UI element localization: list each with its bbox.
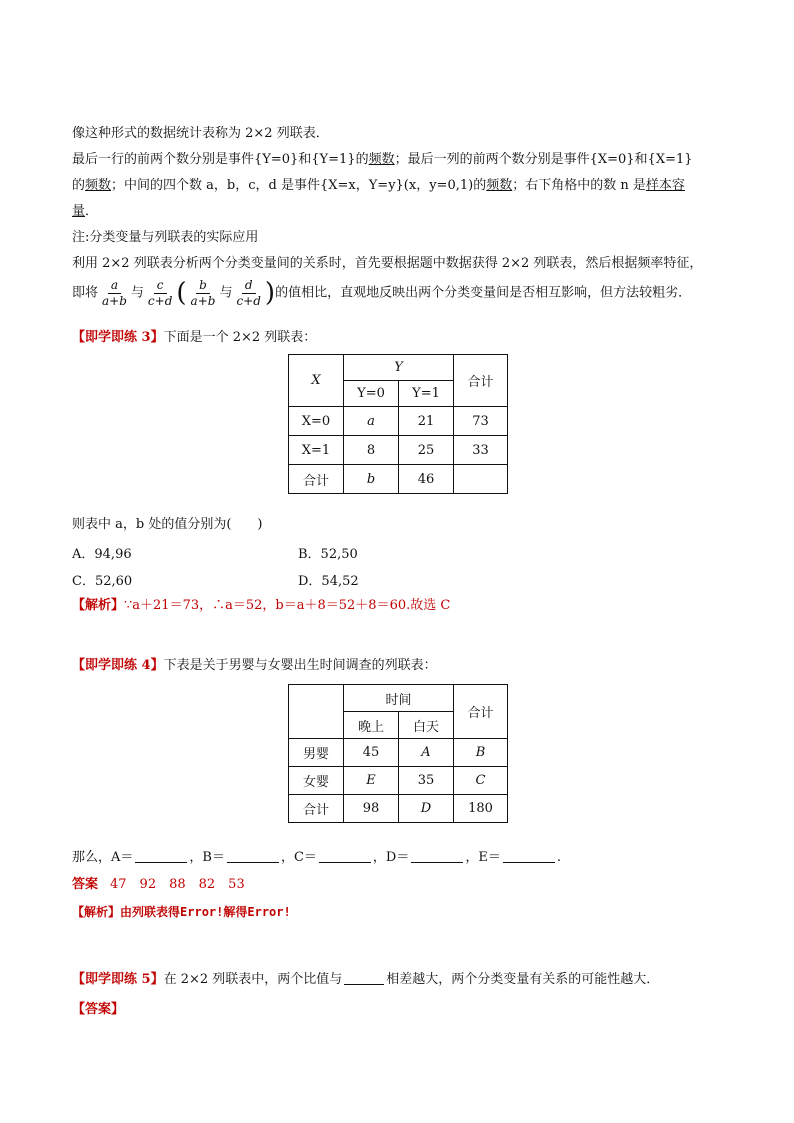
question-label-a: 那么，A＝ xyxy=(72,850,134,865)
exercise-3-analysis-tag: 【解析】 xyxy=(72,598,125,613)
fraction-numerator: b xyxy=(196,278,210,294)
left-paren: ( xyxy=(176,278,187,308)
table-cell: 21 xyxy=(399,407,454,436)
fraction-denominator: c+d xyxy=(147,293,173,308)
exercise-5-text-a: 在 2×2 列联表中，两个比值与 xyxy=(163,972,343,987)
table-cell: b xyxy=(344,465,399,494)
right-paren: ) xyxy=(264,278,276,308)
table-cell xyxy=(454,465,508,494)
table-group-header: Y xyxy=(344,355,454,381)
question-end: . xyxy=(556,850,561,865)
exercise-3-tag: 【即学即练 3】 xyxy=(72,330,164,345)
question-label-b: ，B＝ xyxy=(189,850,225,865)
answer-blank-d[interactable] xyxy=(411,848,463,863)
table-corner-cell xyxy=(289,685,344,739)
exercise-4-answer-values: 47 92 88 82 53 xyxy=(110,877,245,892)
intro-term-sample-size: 样本容 xyxy=(645,178,685,193)
table-cell: E xyxy=(344,767,399,795)
table-row-label: 合计 xyxy=(289,465,344,494)
intro-term-frequency-2: 频数 xyxy=(85,178,112,193)
exercise-5-answer-blank[interactable] xyxy=(344,970,384,985)
intro-term-frequency: 频数 xyxy=(368,152,395,167)
exercise-4-contingency-table xyxy=(288,684,508,823)
table-row-label: 男婴 xyxy=(289,739,344,767)
fraction-b-over-a-plus-b xyxy=(188,278,219,309)
table-total-header: 合计 xyxy=(454,355,508,407)
table-group-header: 时间 xyxy=(344,685,454,712)
table-cell: 33 xyxy=(454,436,508,465)
fraction-denominator: a+b xyxy=(102,293,127,308)
intro-line-3 xyxy=(72,176,685,196)
table-row-label: X=1 xyxy=(289,436,344,465)
intro-line-3-text-a: 的 xyxy=(72,178,86,193)
question-label-c: ，C＝ xyxy=(280,850,317,865)
table-cell: 46 xyxy=(399,465,454,494)
intro-line-7-and-2: 与 xyxy=(219,285,233,301)
exercise-4-analysis-text: 由列联表得Error!解得Error! xyxy=(120,905,291,919)
exercise-3-option-a[interactable]: A．94,96 xyxy=(72,547,132,562)
answer-blank-e[interactable] xyxy=(503,848,555,863)
exercise-3-analysis-text: ∵a＋21＝73，∴a＝52，b＝a＋8＝52＋8＝60.故选 C xyxy=(124,598,451,613)
table-row-label: X=0 xyxy=(289,407,344,436)
intro-line-3-text-b: ；中间的四个数 a，b，c，d 是事件{X=x，Y=y}(x，y=0,1)的 xyxy=(111,178,487,193)
exercise-4-analysis-tag: 【解析】 xyxy=(72,905,121,919)
fraction-a-over-a-plus-b xyxy=(99,278,130,309)
exercise-3-option-d[interactable]: D．54,52 xyxy=(298,574,359,589)
fraction-d-over-c-plus-d xyxy=(233,278,263,309)
exercise-5-heading xyxy=(72,970,659,990)
exercise-3-option-c[interactable]: C．52,60 xyxy=(72,574,133,589)
table-col-header-y1: Y=1 xyxy=(399,381,454,407)
table-cell: 35 xyxy=(399,767,454,795)
exercise-5-tag: 【即学即练 5】 xyxy=(72,972,164,987)
intro-term-sample-size-end: 量 xyxy=(72,204,86,219)
intro-line-3-text-c: ；右下角格中的数 n 是 xyxy=(512,178,646,193)
intro-line-4 xyxy=(72,202,98,222)
table-cell: C xyxy=(454,767,508,795)
answer-blank-c[interactable] xyxy=(319,848,371,863)
exercise-3-contingency-table xyxy=(288,354,508,494)
intro-line-2-text-b: ；最后一列的前两个数分别是事件{X=0}和{X=1} xyxy=(394,152,693,167)
exercise-3-text: 下面是一个 2×2 列联表： xyxy=(163,330,317,345)
intro-line-7-text-a: 即将 xyxy=(72,285,99,301)
exercise-3-heading xyxy=(72,328,316,348)
fraction-numerator: d xyxy=(242,278,256,294)
table-cell: B xyxy=(454,739,508,767)
exercise-4-heading xyxy=(72,656,437,676)
fraction-denominator: a+b xyxy=(190,293,216,308)
answer-blank-a[interactable] xyxy=(135,848,187,863)
intro-line-6: 利用 2×2 列联表分析两个分类变量间的关系时，首先要根据题中数据获得 2×2 列联表，然后根据频率特征， xyxy=(72,256,703,271)
intro-line-2-text-a: 最后一行的前两个数分别是事件{Y=0}和{Y=1}的 xyxy=(72,152,369,167)
intro-line-1: 像这种形式的数据统计表称为 2×2 列联表． xyxy=(72,126,329,141)
exercise-4-question xyxy=(72,848,561,868)
intro-line-7-text-b: 的值相比，直观地反映出两个分类变量间是否相互影响，但方法较粗劣． xyxy=(275,285,692,301)
exercise-4-text: 下表是关于男婴与女婴出生时间调查的列联表： xyxy=(163,658,437,673)
fraction-c-over-c-plus-d xyxy=(145,278,175,309)
exercise-4-answer-label: 答案 xyxy=(72,877,99,892)
intro-line-2 xyxy=(72,150,693,170)
intro-note: 注:分类变量与列联表的实际应用 xyxy=(72,230,259,245)
intro-line-7 xyxy=(72,276,691,311)
table-row-label: 合计 xyxy=(289,795,344,823)
exercise-3-question: 则表中 a，b 处的值分别为( ) xyxy=(72,517,263,532)
question-label-d: ，D＝ xyxy=(372,850,410,865)
table-col-header-day: 白天 xyxy=(399,712,454,739)
table-cell: 25 xyxy=(399,436,454,465)
exercise-4-analysis xyxy=(72,902,291,922)
table-corner-cell: X xyxy=(289,355,344,407)
table-cell: A xyxy=(399,739,454,767)
table-cell: 180 xyxy=(454,795,508,823)
intro-line-4-period: ． xyxy=(85,204,99,219)
exercise-3-option-b[interactable]: B．52,50 xyxy=(298,547,358,562)
table-col-header-y0: Y=0 xyxy=(344,381,399,407)
table-cell: a xyxy=(344,407,399,436)
exercise-5-answer-tag: 【答案】 xyxy=(72,1002,125,1017)
exercise-4-tag: 【即学即练 4】 xyxy=(72,658,164,673)
fraction-numerator: a xyxy=(108,278,121,294)
fraction-numerator: c xyxy=(154,278,167,294)
table-col-header-night: 晚上 xyxy=(344,712,399,739)
question-label-e: ，E＝ xyxy=(465,850,501,865)
exercise-3-analysis xyxy=(72,596,450,616)
intro-term-frequency-3: 频数 xyxy=(486,178,513,193)
exercise-5-text-b: 相差越大，两个分类变量有关系的可能性越大． xyxy=(386,972,660,987)
table-cell: D xyxy=(399,795,454,823)
table-cell: 98 xyxy=(344,795,399,823)
intro-line-7-and-1: 与 xyxy=(130,285,144,301)
table-cell: 45 xyxy=(344,739,399,767)
exercise-4-answer xyxy=(72,875,245,895)
table-cell: 8 xyxy=(344,436,399,465)
table-row-label: 女婴 xyxy=(289,767,344,795)
table-total-header: 合计 xyxy=(454,685,508,739)
answer-blank-b[interactable] xyxy=(227,848,279,863)
table-cell: 73 xyxy=(454,407,508,436)
fraction-denominator: c+d xyxy=(236,293,261,308)
